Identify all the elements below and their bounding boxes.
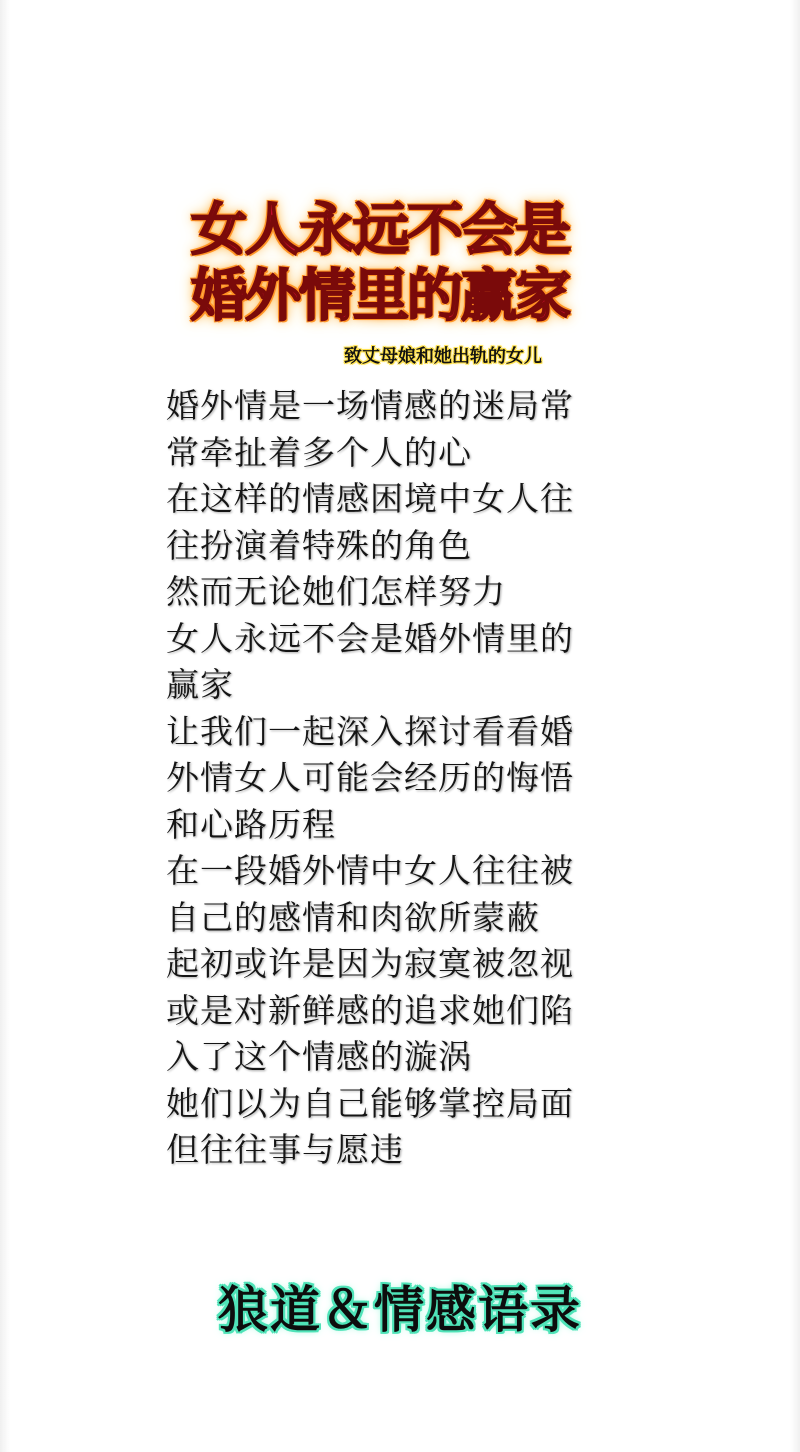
body-line: 自己的感情和肉欲所蒙蔽 — [166, 897, 540, 937]
body-line: 女人永远不会是婚外情里的 — [166, 618, 574, 658]
body-line: 往扮演着特殊的角色 — [166, 525, 472, 565]
body-line: 在这样的情感困境中女人往 — [166, 479, 574, 518]
body-line: 让我们一起深入探讨看看婚 — [166, 711, 574, 751]
title-line-2: 婚外情里的赢家 — [191, 264, 569, 329]
left-edge-shade — [0, 0, 10, 1452]
body-line: 入了这个情感的漩涡 — [166, 1037, 472, 1076]
subtitle: 致丈母娘和她出轨的女儿 — [344, 346, 542, 367]
body-line: 起初或许是因为寂寞被忽视 — [166, 944, 574, 983]
body-line: 和心路历程 — [166, 804, 336, 844]
body-line: 婚外情是一场情感的迷局常 — [166, 386, 574, 425]
body-line: 常牵扯着多个人的心 — [166, 432, 472, 472]
footer-brand: 狼道＆情感语录 — [218, 1281, 582, 1339]
body-line: 或是对新鲜感的追求她们陷 — [166, 990, 574, 1030]
body-line: 但往往事与愿违 — [166, 1130, 404, 1169]
body-line: 然而无论她们怎样努力 — [166, 572, 506, 611]
body-line: 外情女人可能会经历的悔悟 — [166, 758, 574, 797]
body-line: 在一段婚外情中女人往往被 — [166, 851, 574, 890]
body-line: 她们以为自己能够掌控局面 — [166, 1083, 574, 1123]
body-line: 赢家 — [166, 665, 234, 704]
title-line-1: 女人永远不会是 — [191, 198, 569, 263]
body-text — [166, 383, 626, 1174]
title-block — [170, 198, 590, 330]
right-edge-shade — [790, 0, 800, 1452]
